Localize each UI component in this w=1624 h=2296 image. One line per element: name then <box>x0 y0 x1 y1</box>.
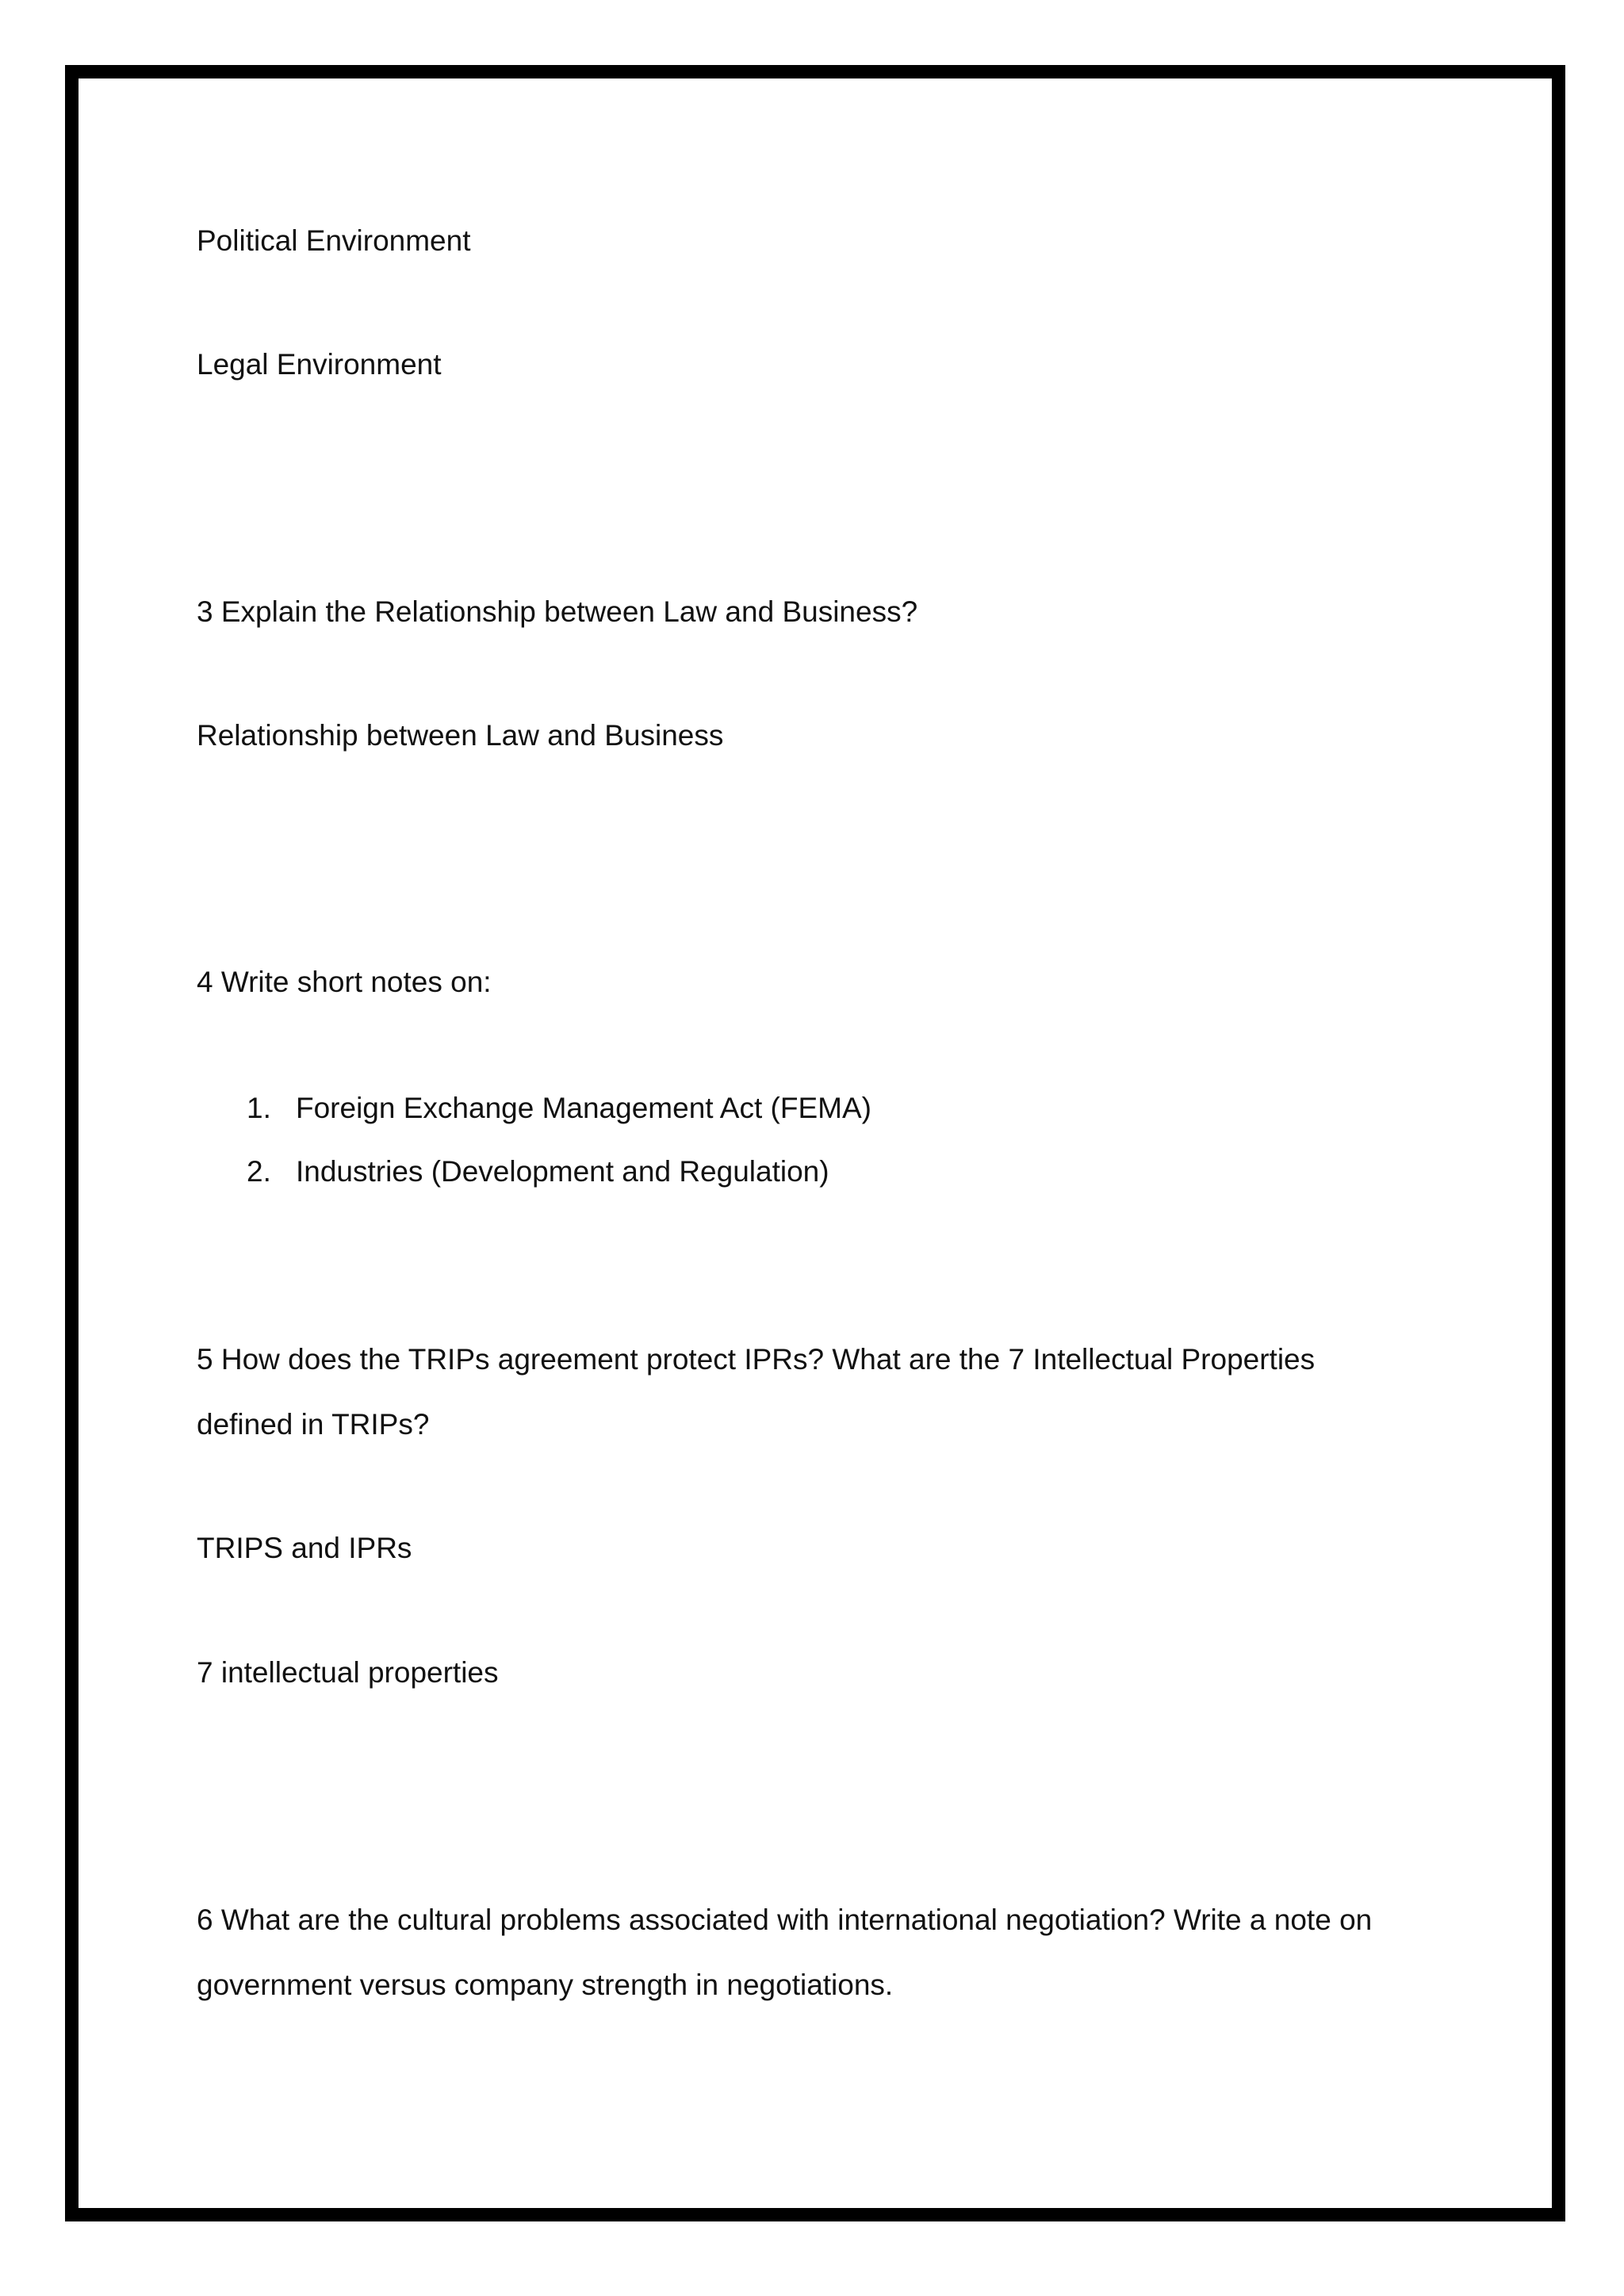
question-5-line-1: 5 How does the TRIPs agreement protect IPRs? What are the 7 Intellectual Properties <box>197 1343 1316 1376</box>
heading-intellectual-properties: 7 intellectual properties <box>197 1656 499 1689</box>
heading-law-business: Relationship between Law and Business <box>197 719 724 752</box>
question-4: 4 Write short notes on: <box>197 966 492 998</box>
question-5-line-2: defined in TRIPs? <box>197 1408 430 1441</box>
list-item-number: 2. <box>247 1155 271 1188</box>
heading-legal-environment: Legal Environment <box>197 348 442 381</box>
list-item-text: Foreign Exchange Management Act (FEMA) <box>296 1092 871 1124</box>
question-6-line-1: 6 What are the cultural problems associated with international negotiation? Write a note on <box>197 1904 1373 1936</box>
question-6-line-2: government versus company strength in negotiations. <box>197 1969 894 2001</box>
list-item-text: Industries (Development and Regulation) <box>296 1155 829 1188</box>
heading-political-environment: Political Environment <box>197 224 471 257</box>
heading-trips-iprs: TRIPS and IPRs <box>197 1532 412 1564</box>
question-3: 3 Explain the Relationship between Law and Business? <box>197 595 918 628</box>
list-item-number: 1. <box>247 1092 271 1124</box>
page-border <box>65 65 1565 2221</box>
